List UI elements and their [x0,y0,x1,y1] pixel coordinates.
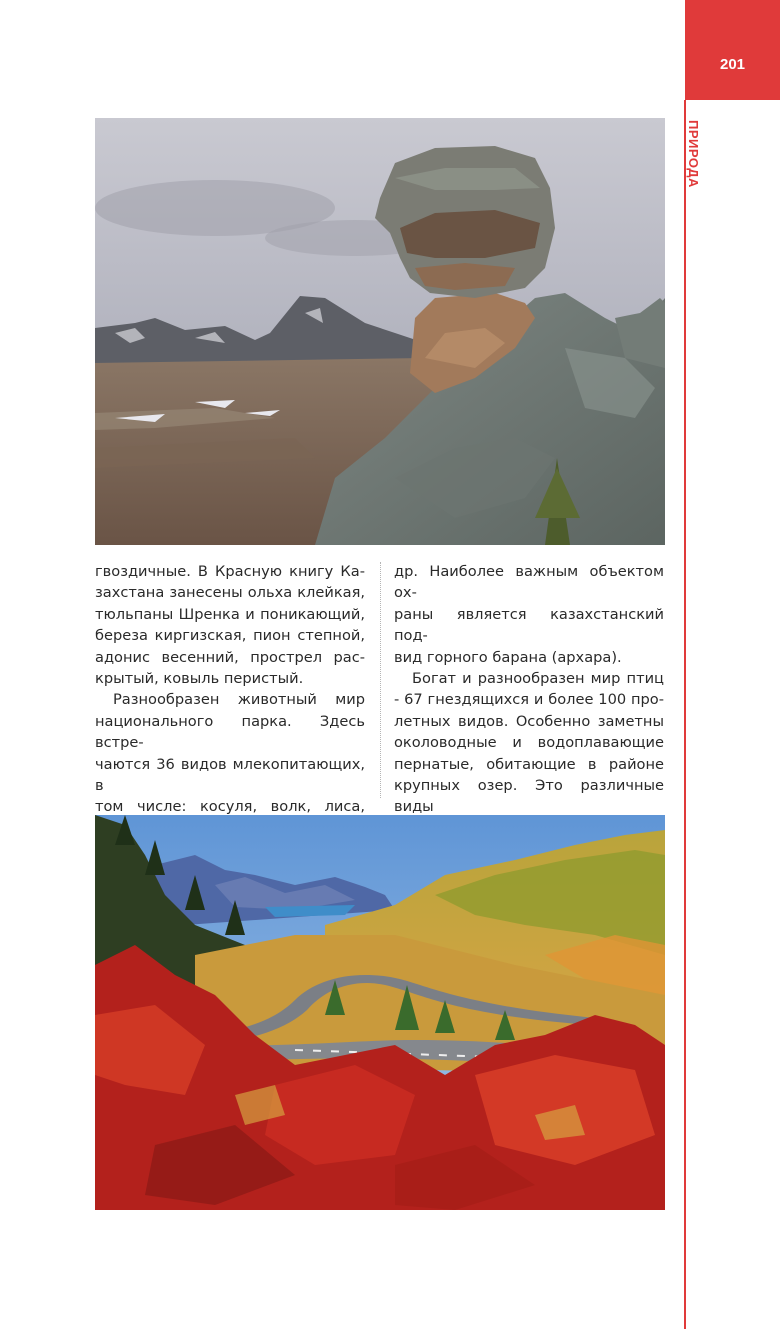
text-line: раны является казахстанский под- [394,605,664,645]
text-line: том числе: косуля, волк, лиса, [95,798,365,816]
column-divider [380,562,381,798]
paragraph-3 [394,561,664,668]
photo-autumn-road-icon [95,815,665,1210]
photo-rock-formation-icon [95,118,665,545]
page-number: 201 [719,56,746,73]
text-line: Богат и разнообразен мир птиц [412,670,664,688]
photo-rock-formation [95,118,665,545]
text-line: крупных озер. Это различные виды [394,777,664,816]
paragraph-1 [95,561,365,689]
text-line: гвоздичные. В Красную книгу Ка- [95,563,365,580]
text-line: вид горного барана (архара). [394,648,622,666]
photo-autumn-road [95,815,665,1210]
text-line: Разнообразен животный мир [113,691,365,709]
text-line: береза киргизская, пион степной, [95,627,365,645]
text-line: национального парка. Здесь встре- [95,712,365,752]
page-edge-line [684,100,686,1329]
text-line: пернатые, обитающие в районе [394,755,664,773]
text-line: захстана занесены ольха клейкая, [95,584,365,602]
text-line: летных видов. Особенно заметны [394,712,664,730]
page-number-tab [685,0,780,100]
text-line: околоводные и водоплавающие [394,734,664,752]
text-line: др. Наиболее важным объектом ох- [394,563,664,602]
text-line: чаются 36 видов млекопитающих, в [95,755,365,795]
text-line: - 67 гнездящихся и более 100 про- [394,691,664,709]
text-line: адонис весенний, прострел рас- [95,648,365,666]
text-line: тюльпаны Шренка и поникающий, [95,605,365,623]
section-label: ПРИРОДА [686,120,701,188]
text-line: крытый, ковыль перистый. [95,670,304,688]
